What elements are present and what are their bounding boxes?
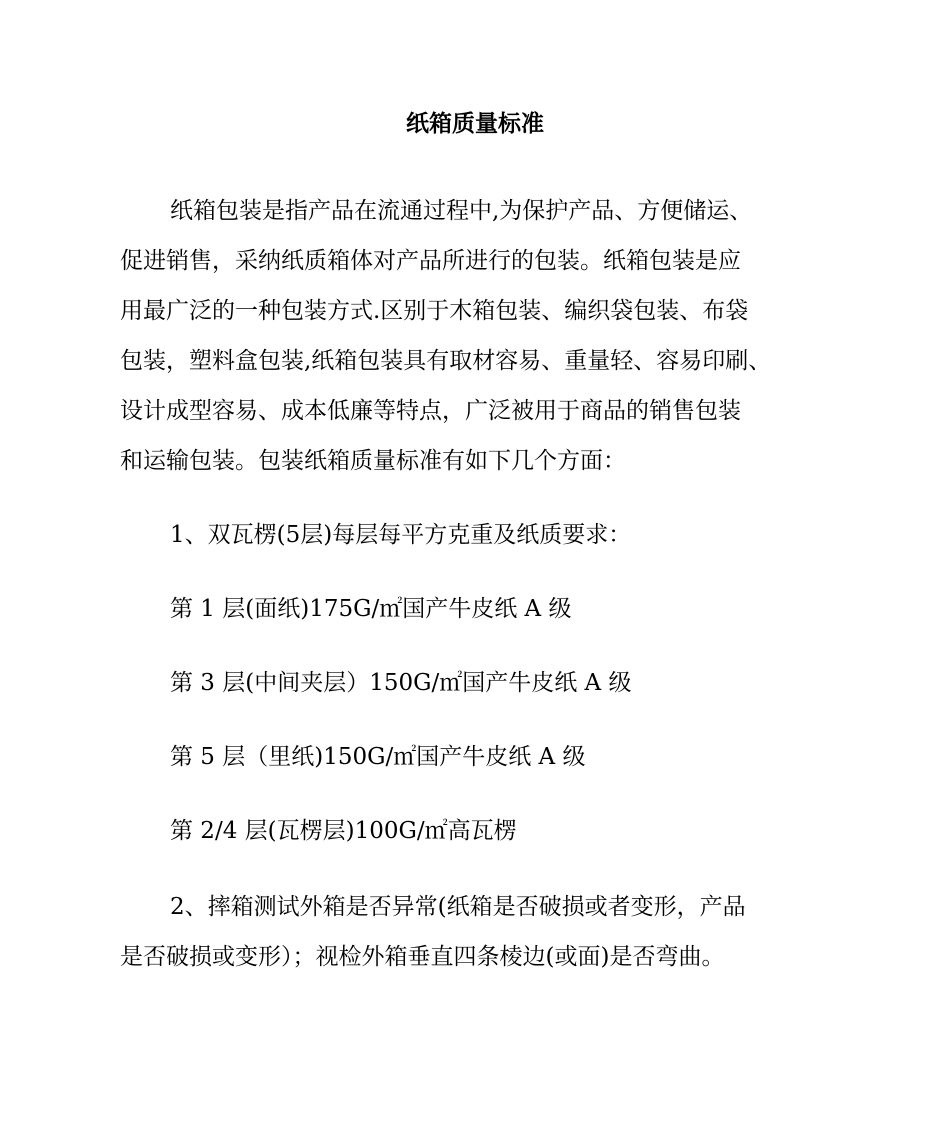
intro-line-4: 包装，塑料盒包装,纸箱包装具有取材容易、重量轻、容易印刷、 — [120, 348, 772, 374]
intro-line-3: 用最广泛的一种包装方式.区别于木箱包装、编织袋包装、布袋 — [120, 298, 749, 324]
layer-item: 第 2/4 层(瓦楞层)100G/㎡高瓦楞 — [170, 818, 517, 844]
section1-heading: 1、双瓦楞(5层)每层每平方克重及纸质要求： — [170, 522, 632, 548]
intro-line-6: 和运输包装。包装纸箱质量标准有如下几个方面： — [120, 448, 626, 474]
layer-item: 第 3 层(中间夹层）150G/㎡国产牛皮纸 A 级 — [170, 670, 632, 696]
document-title: 纸箱质量标准 — [406, 110, 544, 137]
intro-line-2: 促进销售，采纳纸质箱体对产品所进行的包装。纸箱包装是应 — [120, 248, 741, 274]
layer-item: 第 1 层(面纸)175G/㎡国产牛皮纸 A 级 — [170, 596, 572, 622]
intro-line-5: 设计成型容易、成本低廉等特点，广泛被用于商品的销售包装 — [120, 398, 741, 424]
layer-item: 第 5 层（里纸)150G/㎡国产牛皮纸 A 级 — [170, 744, 586, 770]
section2-line-2: 是否破损或变形）；视检外箱垂直四条棱边(或面)是否弯曲。 — [120, 944, 725, 970]
section2-line-1: 2、摔箱测试外箱是否异常(纸箱是否破损或者变形，产品 — [170, 894, 746, 920]
intro-line-1: 纸箱包装是指产品在流通过程中,为保护产品、方便储运、 — [170, 198, 753, 224]
